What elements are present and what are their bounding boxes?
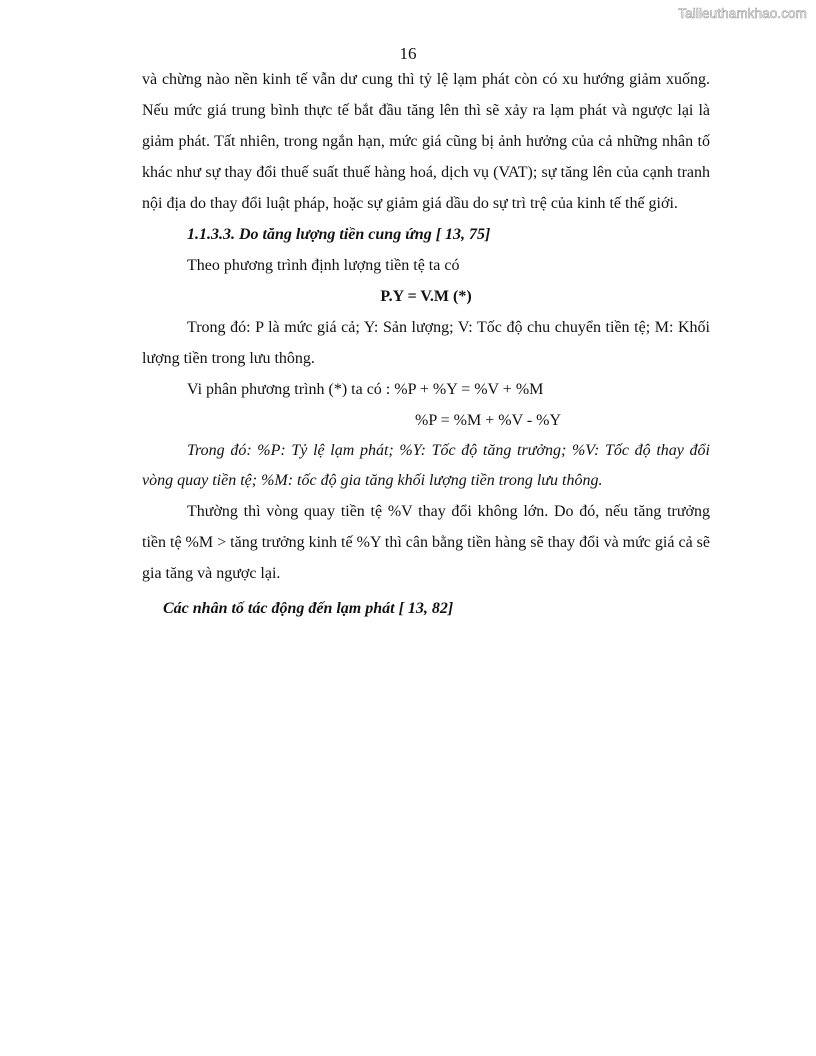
formula-quantity-equation: P.Y = V.M (*) xyxy=(380,288,472,305)
document-body xyxy=(142,64,710,624)
watermark: Tailieuthamkhao.com xyxy=(678,6,807,21)
paragraph-conclusion: Thường thì vòng quay tiền tệ %V thay đổi không lớn. Do đó, nếu tăng trưởng tiền tệ %M > tăng trưởng kinh tế %Y thì cân bằng tiền hàng sẽ thay đổi và mức giá cả sẽ gia tăng và ngược lại. xyxy=(142,503,710,582)
formula-inflation-rate: %P = %M + %V - %Y xyxy=(415,412,562,429)
section-heading-factors: Các nhân tố tác động đến lạm phát [ 13, 82] xyxy=(163,600,454,617)
paragraph-intro: và chừng nào nền kinh tế vẫn dư cung thì tỷ lệ lạm phát còn có xu hướng giảm xuống. Nếu mức giá trung bình thực tế bắt đầu tăng lên thì sẽ xảy ra lạm phát và ngược lại là giảm phát. Tất nhiên, trong ngắn hạn, mức giá cũng bị ảnh hưởng của cả những nhân tố khác như sự thay đổi thuế suất thuế hàng hoá, dịch vụ (VAT); sự tăng lên của cạnh tranh nội địa do thay đổi luật pháp, hoặc sự giảm giá dầu do sự trì trệ của kinh tế thế giới. xyxy=(142,71,710,212)
section-heading-1-1-3-3: 1.1.3.3. Do tăng lượng tiền cung ứng [ 13, 75] xyxy=(187,226,491,243)
paragraph-definitions: Trong đó: P là mức giá cả; Y: Sản lượng; V: Tốc độ chu chuyển tiền tệ; M: Khối lượng tiền trong lưu thông. xyxy=(142,319,710,367)
note-definitions: Trong đó: %P: Tỷ lệ lạm phát; %Y: Tốc độ tăng trưởng; %V: Tốc độ thay đổi vòng quay tiền tệ; %M: tốc độ gia tăng khối lượng tiền trong lưu thông. xyxy=(142,442,710,489)
page-number: 16 xyxy=(399,44,417,63)
paragraph-differential: Vi phân phương trình (*) ta có : %P + %Y = %V + %M xyxy=(187,381,544,398)
paragraph-equation-intro: Theo phương trình định lượng tiền tệ ta có xyxy=(187,257,460,274)
